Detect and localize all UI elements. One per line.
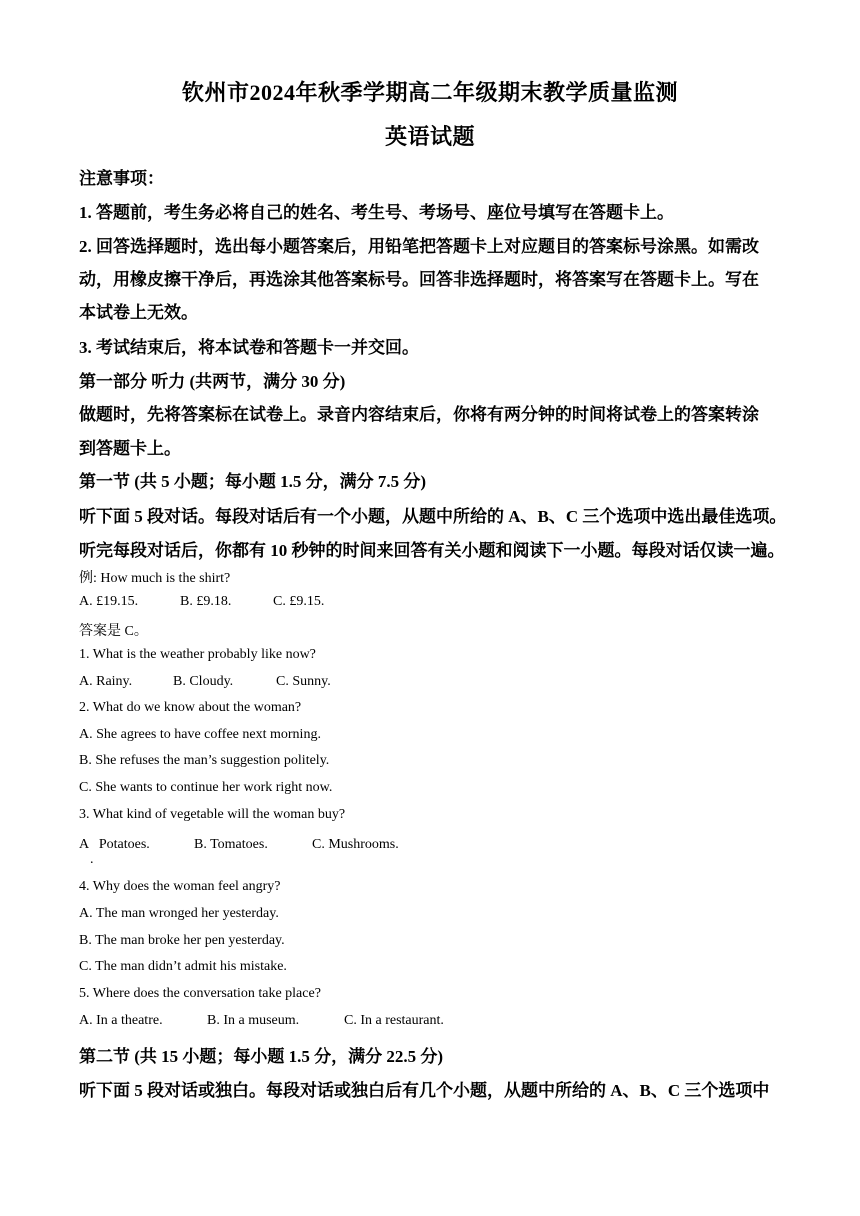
q4-option-a: A. The man wronged her yesterday. <box>79 906 279 921</box>
section2-instruction-line-1: 听下面 5 段对话或独白。每段对话或独白后有几个小题，从题中所给的 A、B、C 三个选项中 <box>79 1081 770 1100</box>
example-option-b: B. £9.18. <box>180 594 232 609</box>
example-answer: 答案是 C。 <box>79 624 148 639</box>
note-item-2-line-1: 2. 回答选择题时，选出每小题答案后，用铅笔把答题卡上对应题目的答案标号涂黑。如需改 <box>79 237 759 256</box>
stray-dot-mark: . <box>90 852 94 867</box>
q5-option-a: A. In a theatre. <box>79 1013 163 1028</box>
example-option-c: C. £9.15. <box>273 594 325 609</box>
section2-heading: 第二节 (共 15 小题；每小题 1.5 分，满分 22.5 分) <box>79 1047 444 1066</box>
question-2: 2. What do we know about the woman? <box>79 700 302 715</box>
question-1: 1. What is the weather probably like now? <box>79 647 316 662</box>
q3-option-b: B. Tomatoes. <box>194 837 268 852</box>
exam-title: 钦州市2024年秋季学期高二年级期末教学质量监测 <box>181 80 678 105</box>
q3-option-c: C. Mushrooms. <box>312 837 399 852</box>
q5-option-b: B. In a museum. <box>207 1013 300 1028</box>
part1-instruction-line-2: 到答题卡上。 <box>79 439 181 458</box>
q2-option-a: A. She agrees to have coffee next morning. <box>79 727 321 742</box>
section1-instruction-line-2: 听完每段对话后，你都有 10 秒钟的时间来回答有关小题和阅读下一小题。每段对话仅读一遍。 <box>79 541 785 560</box>
part1-instruction-line-1: 做题时，先将答案标在试卷上。录音内容结束后，你将有两分钟的时间将试卷上的答案转涂 <box>79 405 759 424</box>
section1-heading: 第一节 (共 5 小题；每小题 1.5 分，满分 7.5 分) <box>79 472 427 491</box>
part1-heading: 第一部分 听力 (共两节，满分 30 分) <box>79 372 346 391</box>
note-item-1: 1. 答题前，考生务必将自己的姓名、考生号、考场号、座位号填写在答题卡上。 <box>79 203 674 222</box>
question-3-options <box>79 837 399 853</box>
q5-option-c: C. In a restaurant. <box>344 1013 444 1028</box>
q1-option-b: B. Cloudy. <box>173 674 234 689</box>
q1-option-a: A. Rainy. <box>79 674 133 689</box>
section1-instruction-line-1: 听下面 5 段对话。每段对话后有一个小题，从题中所给的 A、B、C 三个选项中选出最佳选项。 <box>79 507 787 526</box>
q3-option-a: A Potatoes. <box>79 837 150 852</box>
q1-option-c: C. Sunny. <box>276 674 331 689</box>
note-item-3: 3. 考试结束后，将本试卷和答题卡一并交回。 <box>79 338 419 357</box>
question-5: 5. Where does the conversation take place? <box>79 986 321 1001</box>
q2-option-c: C. She wants to continue her work right now. <box>79 780 333 795</box>
question-1-options <box>79 674 331 690</box>
question-4: 4. Why does the woman feel angry? <box>79 879 281 894</box>
notes-heading: 注意事项： <box>79 169 164 188</box>
question-5-options <box>79 1013 444 1029</box>
question-3: 3. What kind of vegetable will the woman buy? <box>79 807 346 822</box>
note-item-2-line-3: 本试卷上无效。 <box>79 303 198 322</box>
q4-option-b: B. The man broke her pen yesterday. <box>79 933 285 948</box>
q2-option-b: B. She refuses the man’s suggestion politely. <box>79 753 330 768</box>
example-question: 例: How much is the shirt? <box>79 571 231 586</box>
example-option-a: A. £19.15. <box>79 594 139 609</box>
note-item-2-line-2: 动，用橡皮擦干净后，再选涂其他答案标号。回答非选择题时，将答案写在答题卡上。写在 <box>79 270 759 289</box>
q4-option-c: C. The man didn’t admit his mistake. <box>79 959 287 974</box>
example-options <box>79 594 324 610</box>
exam-subtitle: 英语试题 <box>384 124 475 149</box>
